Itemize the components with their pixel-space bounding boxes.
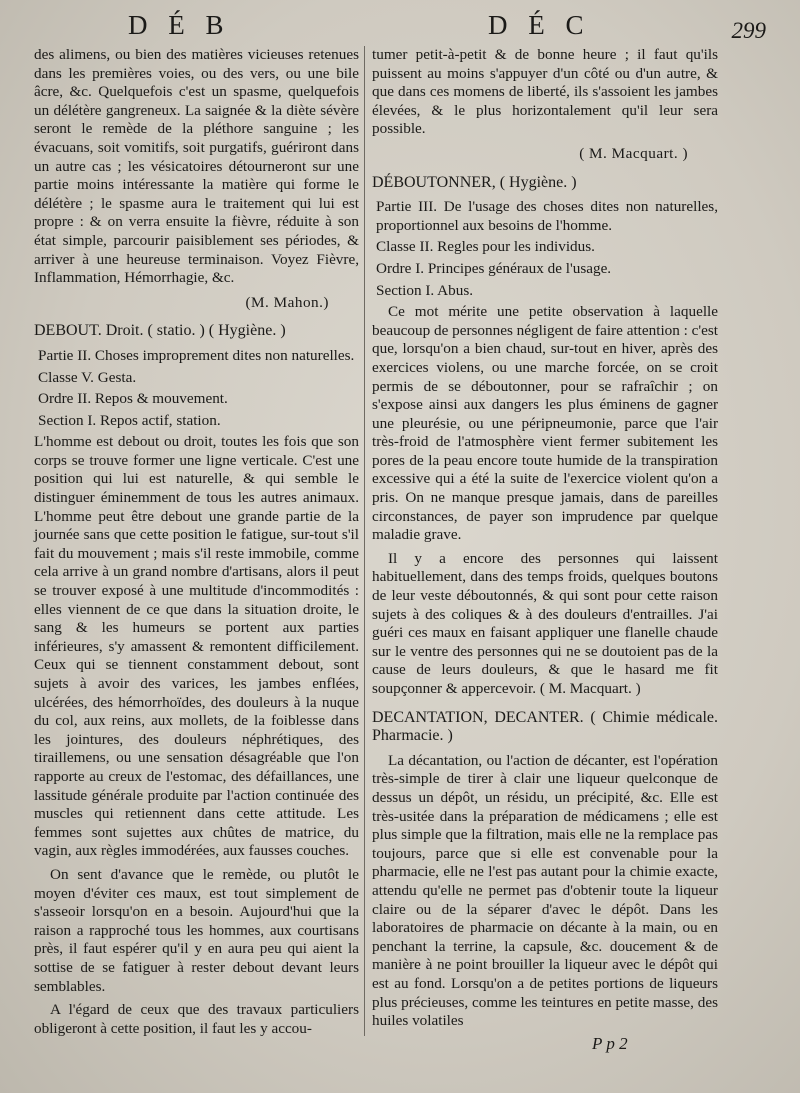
classification-line: Partie III. De l'usage des choses dites non naturelles, proportionnel aux besoins de l'homme. [376, 198, 718, 234]
entry-heading: DÉBOUTONNER, ( Hygiène. ) [372, 173, 577, 191]
paragraph: A l'égard de ceux que des travaux particuliers obligeront à cette position, il faut les y accou- [34, 1001, 359, 1037]
running-head [0, 10, 800, 46]
author-signature: (M. Mahon.) [245, 293, 329, 311]
entry-heading: DECANTATION, DECANTER. ( Chimie médicale. Pharmacie. ) [372, 708, 718, 745]
classification-line: Section I. Abus. [376, 281, 474, 299]
running-head-left: D É B [128, 10, 231, 40]
classification-line: Classe II. Regles pour les individus. [376, 238, 595, 256]
left-column [34, 46, 359, 1043]
classification-line: Ordre I. Principes généraux de l'usage. [376, 259, 612, 277]
column-divider [364, 46, 365, 1036]
paragraph: des alimens, ou bien des matières vicieuses retenues dans les premières voies, ou des vers, ou une bile âcre, &c. Quelquefois c'est un spasme, quelquefois un délétère gangreneux. La saignée & la diète sévère seront le remède de la pléthore sanguine ; les évacuans, soit vomitifs, soit purgatifs, guériront dans un autre cas ; les vésicatoires détourneront sur une partie moins intéressante la matière qui forme le délétère ; le spasme aura le traitement qui lui est propre : & on verra ensuite la fièvre, réduite à son état simple, parcourir paisiblement ses périodes, & arriver à une heureuse terminaison. Voyez Fièvre, Inflammation, Hémorrhagie, &c. [34, 46, 359, 287]
paragraph: Il y a encore des personnes qui laissent habituellement, dans des temps froids, quelques boutons de leur veste déboutonnés, & qui sont pour cette raison sujets à des coliques & à des douleurs d'entrailles. J'ai guéri ces maux en faisant appliquer une flanelle chaude sur le ventre des personnes qui ne se doutoient pas de la cause de leurs douleurs, & que le hasard me fit soupçonner & appercevoir. ( M. Macquart. ) [372, 549, 718, 697]
signature-mark: P p 2 [592, 1034, 628, 1053]
paragraph: Ce mot mérite une petite observation à laquelle beaucoup de personnes négligent de faire attention : c'est que, lorsqu'on a bien chaud, sur-tout en hiver, après des exercices violens, ou une marche forcée, on se croit permis de se déboutonner, pour se rafraîchir ; on s'expose ainsi aux dangers les plus éminens de gagner une pleurésie, ou une péripneumonie, parce que l'air très-froid de l'atmosphère vient fermer subitement les pores de la peau encore toute humide de la transpiration excessive qui a été la suite de l'exercice violent qu'on a pris. On ne manque presque jamais, dans de pareilles circonstances, de payer son imprudence par quelque maladie grave. [372, 303, 719, 544]
classification-line: Partie II. Choses improprement dites non naturelles. [38, 346, 355, 364]
right-column [372, 46, 718, 1036]
classification-line: Section I. Repos actif, station. [38, 411, 221, 429]
entry-heading: DEBOUT. Droit. ( statio. ) ( Hygiène. ) [34, 322, 286, 340]
running-head-right: D É C [488, 10, 591, 40]
paragraph: On sent d'avance que le remède, ou plutôt le moyen d'éviter ces maux, est tout simplement de s'asseoir lorsqu'on en a besoin. Aujourd'hui que la raison a rapproché tous les hommes, aux courtisans près, il faut espérer qu'il y en aura peu qui aient la sottise de se fatiguer à rester debout devant leurs semblables. [34, 865, 359, 995]
classification-line: Ordre II. Repos & mouvement. [38, 390, 228, 408]
paragraph: L'homme est debout ou droit, toutes les fois que son corps se trouve former une ligne verticale. C'est une position qui lui est naturelle, & qui semble le distinguer éminemment de tous les autres animaux. L'homme peut être debout une grande partie de la journée sans que cette position le fatigue, sur-tout s'il fait du mouvement ; mais s'il reste immobile, comme cela arrive à un grand nombre d'artisans, alors il peut se trouver exposé à une multitude d'incommodités : elles viennent de ce que dans la situation droite, le sang & les humeurs se portent aux parties inférieures, s'y amassent & remontent difficilement. Ceux qui se tiennent constamment debout, sont sujets à avoir des varices, les jambes enflées, ulcérées, des hémorrhoïdes, des douleurs à la nuque du col, aux reins, aux mollets, de la foiblesse dans les jointures, des douleurs néphrétiques, des tiraillemens, ou une sensation désagréable que l'on rapporte au creux de l'estomac, des défaillances, une lassitude générale produite par l'action continuée des muscles qui retiennent dans cette attitude. Les femmes sont sujettes aux chûtes de matrice, du vagin, aux règles immodérées, aux fausses couches. [34, 433, 359, 860]
author-signature: ( M. Macquart. ) [579, 144, 688, 162]
paragraph: La décantation, ou l'action de décanter, est l'opération très-simple de tirer à clair une liqueur quelconque de dessus un dépôt, un résidu, un précipité, &c. Elle est très-usitée dans la préparation de médicamens ; elle est plus simple que la filtration, mais elle ne la remplace pas toujours, parce que si elle est convenable pour la pharmacie, elle ne l'est pas autant pour la chimie exacte, attendu qu'elle ne permet pas d'obtenir toute la liqueur claire ou de la séparer d'avec le dépôt. Dans les laboratoires de pharmacie on décante à la main, ou en penchant la terrine, la capsule, &c. doucement & de manière à ne point brouiller la liqueur avec le dépôt qui est au fond. Lorsqu'on a de petites portions de liqueurs plus précieuses, comme les teintures en petite masse, des huiles volatiles [372, 751, 718, 1030]
paragraph: tumer petit-à-petit & de bonne heure ; il faut qu'ils puissent au moins s'appuyer d'un côté ou d'un autre, & que dans ces momens de liberté, ils s'assoient les jambes élevées, & le plus horizontalement qu'il leur sera possible. [372, 46, 718, 138]
classification-line: Classe V. Gesta. [38, 368, 137, 386]
page-number: 299 [731, 18, 766, 43]
